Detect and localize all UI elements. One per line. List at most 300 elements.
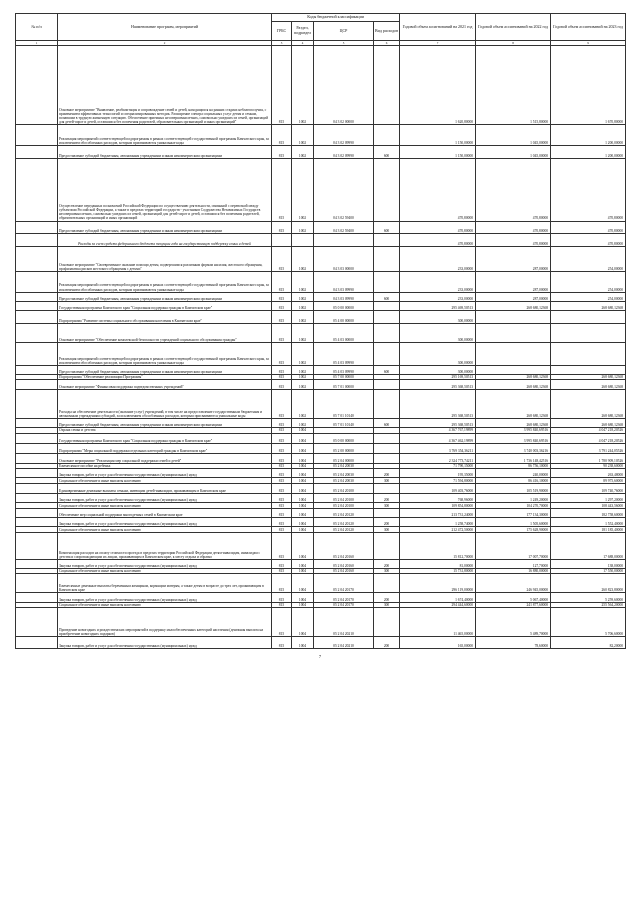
row-number — [16, 234, 58, 247]
row-value-2022: 17 007,70000 — [476, 532, 551, 559]
row-grbs: 815 — [272, 463, 292, 468]
row-csr: 05 2 04 20100 — [314, 483, 374, 493]
row-grbs: 815 — [272, 454, 292, 463]
row-value-2022: 470,80000 — [476, 158, 551, 221]
table-row — [16, 433, 626, 443]
row-name: Закупка товаров, работ и услуг для обеспечения государственных (муниципальных) нужд — [58, 494, 272, 503]
row-csr: 05 0 00 00000 — [314, 433, 374, 443]
row-value-2022 — [476, 365, 551, 374]
row-value-2023: 268 680,12368 — [551, 418, 626, 427]
row-vid: 600 — [374, 418, 400, 427]
row-value-2022: 268 680,12368 — [476, 380, 551, 389]
row-csr: 05 4 03 09990 — [314, 365, 374, 374]
row-value-2023: 268 680,12368 — [551, 375, 626, 380]
row-name: Социальное обеспечение и иные выплаты населению — [58, 527, 272, 532]
row-vid — [374, 311, 400, 324]
row-number — [16, 483, 58, 493]
row-grbs: 815 — [272, 418, 292, 427]
row-value-2021: 15 812,70000 — [400, 532, 476, 559]
row-csr: 05 2 04 20170 — [314, 593, 374, 602]
row-grbs: 815 — [272, 428, 292, 433]
row-vid — [374, 342, 400, 365]
row-name: Закупка товаров, работ и услуг для обеспечения государственных (муниципальных) нужд — [58, 559, 272, 568]
row-grbs: 815 — [272, 602, 292, 607]
row-number — [16, 46, 58, 125]
table-row — [16, 311, 626, 324]
row-csr: 05 2 04 20120 — [314, 518, 374, 527]
row-value-2022 — [476, 311, 551, 324]
row-grbs: 815 — [272, 559, 292, 568]
row-name: Единовременные денежные выплаты семьям, имеющим детей-инвалидов, проживающим в Камчатском крае — [58, 483, 272, 493]
table-row — [16, 234, 626, 247]
row-value-2023 — [551, 323, 626, 342]
row-vid: 300 — [374, 478, 400, 483]
row-value-2022: 1 045,00000 — [476, 125, 551, 146]
row-name: Основное мероприятие "Обеспечение комплексной безопасности учреждений социального обслуживания граждан" — [58, 323, 272, 342]
row-razdel: 1004 — [292, 637, 314, 648]
row-razdel: 1004 — [292, 503, 314, 508]
row-vid — [374, 508, 400, 517]
row-razdel: 1002 — [292, 125, 314, 146]
row-value-2022: 470,80000 — [476, 221, 551, 234]
row-value-2021: 233,00000 — [400, 271, 476, 292]
row-value-2022: 175 628,90000 — [476, 527, 551, 532]
row-name: Предоставление субсидий бюджетным, автономным учреждениям и иным некоммерческим организациям — [58, 365, 272, 374]
row-grbs: 815 — [272, 146, 292, 159]
header-year-2021: Годовой объем ассигнований на 2021 год — [400, 14, 476, 41]
row-vid — [374, 125, 400, 146]
table-row — [16, 508, 626, 517]
row-csr: 05 4 00 00000 — [314, 311, 374, 324]
row-name: Реализация мероприятий соответствующей подпрограммы в рамках соответствующей государственной программы Камчатского края, за исключением обособленных расходов, которым присваиваются уникальные коды — [58, 342, 272, 365]
row-value-2021: 71 594,80000 — [400, 478, 476, 483]
table-row — [16, 418, 626, 427]
table-row — [16, 559, 626, 568]
row-razdel: 1002 — [292, 311, 314, 324]
row-grbs: 815 — [272, 311, 292, 324]
row-value-2023: 17 550,00000 — [551, 569, 626, 574]
row-razdel: 1002 — [292, 375, 314, 380]
row-razdel: 1004 — [292, 574, 314, 593]
row-vid — [374, 380, 400, 389]
row-value-2023: 1 552,40000 — [551, 518, 626, 527]
row-value-2021: 300,00000 — [400, 365, 476, 374]
row-value-2023 — [551, 342, 626, 365]
row-value-2023: 254,00000 — [551, 246, 626, 271]
row-value-2022: 1 505,60000 — [476, 518, 551, 527]
row-value-2021: 1 674,40000 — [400, 593, 476, 602]
row-grbs: 815 — [272, 389, 292, 418]
table-row — [16, 494, 626, 503]
row-razdel: 1002 — [292, 46, 314, 125]
row-value-2022: 16 880,00000 — [476, 569, 551, 574]
row-csr: 05 2 04 20030 — [314, 478, 374, 483]
row-razdel: 1002 — [292, 323, 314, 342]
row-name: Реализация мероприятий соответствующей подпрограммы в рамках соответствующей государственной программы Камчатского края, за исключением обособленных расходов, которым присваиваются уникальные коды — [58, 125, 272, 146]
row-vid — [374, 454, 400, 463]
row-razdel: 1004 — [292, 607, 314, 636]
row-csr: 05 2 04 20100 — [314, 494, 374, 503]
row-value-2021: 295 169,50513 — [400, 375, 476, 380]
row-value-2023: 108 443,56000 — [551, 503, 626, 508]
row-value-2021: 470,80000 — [400, 234, 476, 247]
row-value-2022: 3 995 840,69516 — [476, 433, 551, 443]
row-razdel: 1004 — [292, 428, 314, 433]
row-value-2022: 287,00000 — [476, 271, 551, 292]
row-vid — [374, 389, 400, 418]
header-year-2022: Годовой объем ассигнований на 2022 год — [476, 14, 551, 41]
row-value-2021: 109 854,80000 — [400, 503, 476, 508]
row-value-2023: 1 670,80000 — [551, 46, 626, 125]
table-row — [16, 637, 626, 648]
row-value-2022: 241 877,60000 — [476, 602, 551, 607]
row-value-2023: 17 688,00000 — [551, 532, 626, 559]
row-number — [16, 246, 58, 271]
header-year-2023: Годовой объем ассигнований на 2023 год — [551, 14, 626, 41]
row-grbs: 815 — [272, 292, 292, 301]
table-row — [16, 389, 626, 418]
row-csr: 05 2 04 20160 — [314, 569, 374, 574]
row-value-2021: 295 368,50513 — [400, 389, 476, 418]
header-name: Наименование программ, мероприятий — [58, 14, 272, 41]
row-razdel: 1004 — [292, 508, 314, 517]
row-name: Закупка товаров, работ и услуг для обеспечения государственных (муниципальных) нужд — [58, 593, 272, 602]
row-value-2023: 255 564,20000 — [551, 602, 626, 607]
row-value-2022: 1 515,80000 — [476, 46, 551, 125]
row-grbs: 815 — [272, 342, 292, 365]
row-razdel: 1002 — [292, 301, 314, 310]
row-vid — [374, 323, 400, 342]
header-csr: ЦСР — [314, 22, 374, 41]
row-value-2023: 5 259,60000 — [551, 593, 626, 602]
row-csr: 05 2 04 20170 — [314, 602, 374, 607]
header-grbs: ГРБС — [272, 22, 292, 41]
row-grbs: 815 — [272, 433, 292, 443]
row-razdel: 1002 — [292, 418, 314, 427]
row-value-2021: 2 324 773,74211 — [400, 454, 476, 463]
row-vid: 200 — [374, 637, 400, 648]
row-value-2022: 268 680,12368 — [476, 375, 551, 380]
row-name: Реализация мероприятий соответствующей подпрограммы в рамках соответствующей государственной программы Камчатского края, за исключением обособленных расходов, которым присваиваются уникальные коды — [58, 271, 272, 292]
row-grbs: 815 — [272, 527, 292, 532]
table-row — [16, 292, 626, 301]
row-value-2023: 1 200,00000 — [551, 125, 626, 146]
row-grbs: 815 — [272, 494, 292, 503]
row-value-2023: 5 706,60000 — [551, 607, 626, 636]
row-value-2021: 4 367 767,19899 — [400, 428, 476, 433]
row-value-2023: 3 791 244,05526 — [551, 443, 626, 453]
header-razdel: Раздел, подраздел — [292, 22, 314, 41]
row-grbs: 815 — [272, 46, 292, 125]
row-name: Государственная программа Камчатского края "Социальная поддержка граждан в Камчатском крае" — [58, 301, 272, 310]
table-row — [16, 323, 626, 342]
row-value-2023: 182 758,60000 — [551, 508, 626, 517]
row-vid — [374, 532, 400, 559]
row-number — [16, 607, 58, 636]
row-value-2022: 127,70000 — [476, 559, 551, 568]
row-csr: 05 2 04 20030 — [314, 463, 374, 468]
row-number — [16, 125, 58, 146]
row-value-2021: 1 150,00000 — [400, 125, 476, 146]
row-value-2023: 260 823,80000 — [551, 574, 626, 593]
col-number: 7 — [400, 41, 476, 46]
row-number — [16, 433, 58, 443]
row-value-2022: 287,00000 — [476, 292, 551, 301]
row-value-2021: 71 790,15000 — [400, 463, 476, 468]
table-body — [16, 46, 626, 649]
row-grbs: 815 — [272, 483, 292, 493]
row-csr: 05 2 04 20030 — [314, 468, 374, 477]
row-value-2023: 1 297,20000 — [551, 494, 626, 503]
row-name: Ежемесячные денежные выплаты беременным женщинам, кормящим матерям, а также детям в возрасте до трех лет, проживающим в Камчатском крае — [58, 574, 272, 593]
row-value-2023: 4 047 218,20526 — [551, 428, 626, 433]
row-value-2021: 1 258,74000 — [400, 518, 476, 527]
row-number — [16, 418, 58, 427]
row-grbs: 815 — [272, 607, 292, 636]
table-row — [16, 532, 626, 559]
row-csr: 05 7 01 00000 — [314, 380, 374, 389]
row-value-2021: 15 731,80000 — [400, 569, 476, 574]
row-grbs: 815 — [272, 125, 292, 146]
row-razdel: 1004 — [292, 518, 314, 527]
row-value-2023: 181 185,40000 — [551, 527, 626, 532]
row-value-2023: 82,20000 — [551, 637, 626, 648]
table-row — [16, 246, 626, 271]
col-number: 4 — [292, 41, 314, 46]
row-csr: 05 2 00 00000 — [314, 443, 374, 453]
row-csr: 05 2 04 20210 — [314, 637, 374, 648]
table-row — [16, 574, 626, 593]
row-razdel: 1002 — [292, 380, 314, 389]
row-number — [16, 494, 58, 503]
row-number — [16, 292, 58, 301]
row-value-2021: 470,80000 — [400, 221, 476, 234]
row-value-2023: 268 680,12368 — [551, 380, 626, 389]
row-vid — [374, 246, 400, 271]
row-razdel: 1002 — [292, 292, 314, 301]
row-value-2021: 300,00000 — [400, 311, 476, 324]
row-vid — [374, 234, 400, 247]
row-value-2022 — [476, 342, 551, 365]
header-num: № п/п — [16, 14, 58, 41]
row-razdel: 1004 — [292, 532, 314, 559]
row-number — [16, 454, 58, 463]
row-name: Охрана семьи и детства — [58, 428, 272, 433]
row-razdel: 1004 — [292, 494, 314, 503]
row-number — [16, 532, 58, 559]
table-row — [16, 468, 626, 477]
table-row — [16, 301, 626, 310]
row-csr: 05 7 01 10140 — [314, 418, 374, 427]
row-name: Обеспечение мер социальной поддержки многодетных семей в Камчатском крае — [58, 508, 272, 517]
row-vid: 600 — [374, 146, 400, 159]
row-value-2021: 81,00000 — [400, 559, 476, 568]
row-razdel: 1004 — [292, 433, 314, 443]
table-row — [16, 46, 626, 125]
row-value-2023: 263,48000 — [551, 468, 626, 477]
row-razdel: 1002 — [292, 158, 314, 221]
row-vid — [374, 607, 400, 636]
row-vid — [374, 158, 400, 221]
row-grbs: 815 — [272, 503, 292, 508]
row-value-2021: 213 731,24000 — [400, 508, 476, 517]
row-grbs: 815 — [272, 532, 292, 559]
row-razdel: 1004 — [292, 527, 314, 532]
col-number: 5 — [314, 41, 374, 46]
row-number — [16, 637, 58, 648]
col-number: 8 — [476, 41, 551, 46]
row-grbs: 815 — [272, 375, 292, 380]
row-grbs: 815 — [272, 637, 292, 648]
row-value-2022: 287,00000 — [476, 246, 551, 271]
row-grbs: 815 — [272, 468, 292, 477]
row-csr — [314, 234, 374, 247]
row-name: Расходы за счет средств федерального бюджета текущим года на государственную поддержку семьи и детей — [58, 234, 272, 247]
row-value-2023: 268 680,12368 — [551, 301, 626, 310]
row-value-2023: 470,80000 — [551, 234, 626, 247]
table-row — [16, 221, 626, 234]
row-grbs — [272, 234, 292, 247]
row-value-2022: 3 740 003,36216 — [476, 443, 551, 453]
row-number — [16, 323, 58, 342]
row-number — [16, 365, 58, 374]
row-value-2021: 165,00000 — [400, 637, 476, 648]
row-number — [16, 574, 58, 593]
row-razdel: 1004 — [292, 478, 314, 483]
row-csr: 04 3 02 09990 — [314, 146, 374, 159]
row-razdel: 1002 — [292, 246, 314, 271]
col-number: 9 — [551, 41, 626, 46]
row-value-2021: 295 368,50513 — [400, 418, 476, 427]
budget-table — [15, 13, 626, 649]
row-number — [16, 301, 58, 310]
row-value-2021: 296 119,00000 — [400, 574, 476, 593]
row-csr: 04 3 02 09990 — [314, 125, 374, 146]
col-number: 2 — [58, 41, 272, 46]
row-value-2022: 5 489,70000 — [476, 607, 551, 636]
row-razdel: 1002 — [292, 389, 314, 418]
row-number — [16, 508, 58, 517]
row-number — [16, 443, 58, 453]
row-value-2021: 233,00000 — [400, 246, 476, 271]
row-name: Подпрограмма "Развитие системы социального обслуживания населения в Камчатском крае" — [58, 311, 272, 324]
row-name: Основное мероприятие "Своевременное оказание помощи детям, подвергшимся различным формам насилия, жестокого обращения, профилактика рисков жестокого обращения с детьми" — [58, 246, 272, 271]
row-vid: 300 — [374, 527, 400, 532]
row-value-2022: 86 756,10000 — [476, 463, 551, 468]
row-value-2021: 294 444,60000 — [400, 602, 476, 607]
row-grbs: 815 — [272, 158, 292, 221]
row-name: Подпрограмма "Обеспечение реализации Программы" — [58, 375, 272, 380]
table-row — [16, 443, 626, 453]
row-number — [16, 146, 58, 159]
row-value-2021: 300,00000 — [400, 342, 476, 365]
table-header — [16, 14, 626, 46]
row-value-2022: 268 680,12368 — [476, 389, 551, 418]
row-grbs: 815 — [272, 593, 292, 602]
row-csr: 04 3 02 59400 — [314, 221, 374, 234]
row-razdel: 1004 — [292, 602, 314, 607]
row-name: Закупка товаров, работ и услуг для обеспечения государственных (муниципальных) нужд — [58, 468, 272, 477]
row-number — [16, 380, 58, 389]
row-value-2022: 1 736 148,42516 — [476, 454, 551, 463]
row-vid — [374, 574, 400, 593]
row-value-2021: 4 367 462,19899 — [400, 433, 476, 443]
row-value-2021: 1 150,00000 — [400, 146, 476, 159]
row-razdel: 1002 — [292, 271, 314, 292]
row-vid: 200 — [374, 494, 400, 503]
row-value-2021: 3 769 354,36211 — [400, 443, 476, 453]
row-razdel: 1004 — [292, 468, 314, 477]
row-name: Государственная программа Камчатского края "Социальная поддержка граждан в Камчатском крае" — [58, 433, 272, 443]
row-value-2023: 1 780 909,10526 — [551, 454, 626, 463]
row-name: Предоставление субсидий бюджетным, автономным учреждениям и иным некоммерческим организациям — [58, 221, 272, 234]
row-name: Социальное обеспечение и иные выплаты населению — [58, 503, 272, 508]
row-vid: 600 — [374, 292, 400, 301]
row-name: Закупка товаров, работ и услуг для обеспечения государственных (муниципальных) нужд — [58, 637, 272, 648]
row-grbs: 815 — [272, 246, 292, 271]
row-vid — [374, 483, 400, 493]
row-value-2021: 109 403,76000 — [400, 483, 476, 493]
row-value-2023: 470,80000 — [551, 221, 626, 234]
row-name: Основное мероприятие "Выявление, реабилитация и сопровождение семей и детей, находящихся на ранних стадиях неблагополучия, с применением эффективных технологий и специализированных методик. Расширение спектра социальных услуг детям и семьям, попавшим в трудную жизненную ситуацию. Обеспечение приемных несовершеннолетних, самовольно ушедших из семей, организаций для детей-сирот и детей, оставшихся без попечения родителей, образовательных организаций и иных организаций" — [58, 46, 272, 125]
row-value-2023: 138,00000 — [551, 559, 626, 568]
row-number — [16, 221, 58, 234]
table-row — [16, 158, 626, 221]
row-value-2022: 470,80000 — [476, 234, 551, 247]
row-number — [16, 518, 58, 527]
table-row — [16, 454, 626, 463]
row-value-2023: 4 047 218,20526 — [551, 433, 626, 443]
row-grbs: 815 — [272, 478, 292, 483]
row-value-2021: 295 368,50513 — [400, 380, 476, 389]
row-value-2021: 768,96000 — [400, 494, 476, 503]
row-value-2021: 195,35000 — [400, 468, 476, 477]
row-value-2022 — [476, 323, 551, 342]
row-grbs: 815 — [272, 518, 292, 527]
row-razdel: 1004 — [292, 443, 314, 453]
row-razdel: 1002 — [292, 221, 314, 234]
row-vid — [374, 301, 400, 310]
row-csr: 04 3 02 00000 — [314, 46, 374, 125]
row-csr: 04 3 03 09990 — [314, 292, 374, 301]
row-csr: 04 3 03 00000 — [314, 246, 374, 271]
row-razdel: 1004 — [292, 569, 314, 574]
row-razdel: 1004 — [292, 463, 314, 468]
row-value-2022: 78,60000 — [476, 637, 551, 648]
row-grbs: 815 — [272, 508, 292, 517]
row-csr: 05 2 04 20160 — [314, 559, 374, 568]
row-razdel: 1002 — [292, 146, 314, 159]
row-vid: 300 — [374, 602, 400, 607]
row-value-2022: 177 134,30000 — [476, 508, 551, 517]
row-value-2022: 268 680,12368 — [476, 418, 551, 427]
row-value-2021: 300,00000 — [400, 323, 476, 342]
row-value-2022: 3 995 840,69516 — [476, 428, 551, 433]
row-grbs: 815 — [272, 271, 292, 292]
row-name: Осуществление переданных полномочий Российской Федерации по осуществлению деятельности, связанной с перевозкой между субъектами Российской Федерации, а также в пределах территорий государств - участников Содружества Независимых Государств несовершеннолетних, самовольно ушедших из семей, организаций для детей-сирот и детей, оставшихся без попечения родителей, образовательных организаций и иных организаций — [58, 158, 272, 221]
row-razdel — [292, 234, 314, 247]
row-grbs: 815 — [272, 365, 292, 374]
row-value-2021: 1 620,80000 — [400, 46, 476, 125]
table-row — [16, 518, 626, 527]
row-value-2021: 295 469,50513 — [400, 301, 476, 310]
row-csr: 05 7 01 10140 — [314, 389, 374, 418]
col-number: 1 — [16, 41, 58, 46]
row-csr: 05 2 04 20100 — [314, 503, 374, 508]
row-value-2021: 11 465,00000 — [400, 607, 476, 636]
row-value-2022: 1 045,00000 — [476, 146, 551, 159]
table-row — [16, 342, 626, 365]
